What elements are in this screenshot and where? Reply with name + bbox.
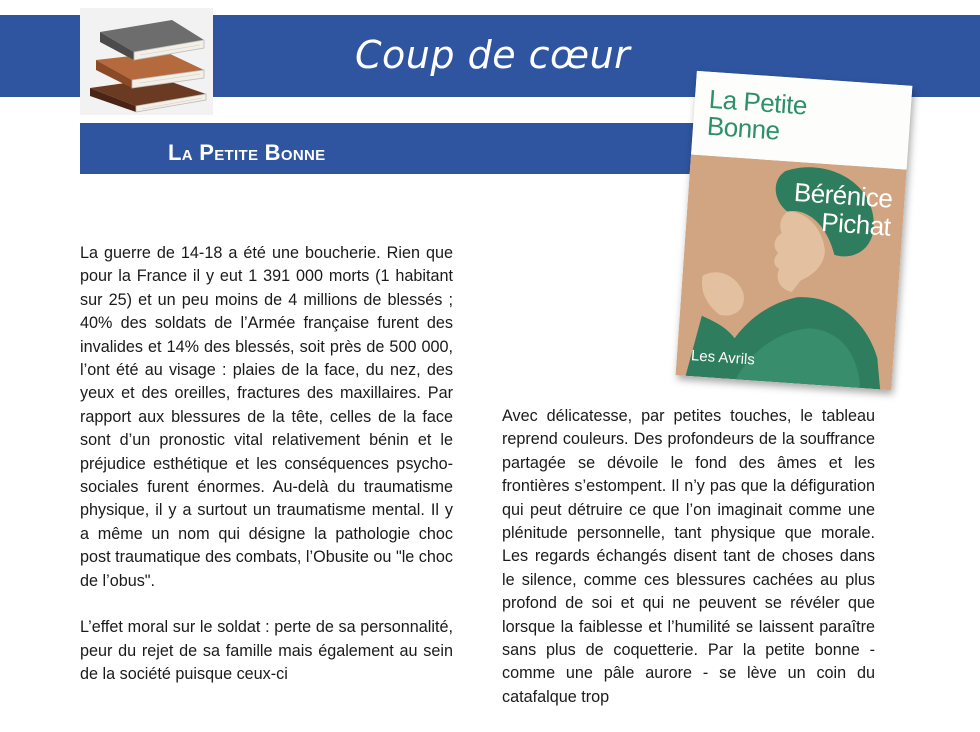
cover-publisher: Les Avrils — [690, 347, 756, 369]
left-column-text — [80, 242, 453, 709]
page-title: Coup de cœur — [355, 33, 631, 77]
paragraph: Avec délicatesse, par petites touches, le tableau reprend couleurs. Des profondeurs de la souffrance partagée se dévoile le fond des âmes et les frontières s’estompent. Il n’y pas que la défiguration qui peut détruire ce que l’on imaginait comme une plénitude personnelle, tant physique que morale. Les regards échangés disent tant de choses dans le silence, comme ces blessures cachées au plus profond de soi et qui ne peuvent se révéler que lorsque la faiblesse et l’humilité se laissent paraître sans plus de coquetterie. Par la petite bonne - comme une pâle aurore - se lève un coin du catafalque trop — [502, 407, 875, 706]
section-title: La Petite Bonne — [168, 140, 326, 165]
paragraph: La guerre de 14-18 a été une boucherie. Rien que pour la France il y eut 1 391 000 morts (1 habitant sur 25) et un peu moins de 4 millions de blessés ; 40% des soldats de l’Armée française furent des invalides et 14% des blessés, soit près de 500 000, l’ont été au visage : plaies de la face, du nez, des yeux et des oreilles, fractures des maxillaires. Par rapport aux blessures de la tête, celles de la face sont d’un pronostic vital relativement bénin et le préjudice esthétique et les conséquences psycho-sociales furent énormes. Au-delà du traumatisme physique, il y a surtout un traumatisme mental. Il y a même un nom qui désigne la pathologie choc post traumatique des combats, l’Obusite ou "le choc de l’obus". — [80, 244, 453, 590]
right-column-text — [502, 405, 875, 732]
book-cover — [676, 71, 913, 390]
stack-of-books-icon — [80, 8, 213, 115]
cover-author: Bérénice Pichat — [793, 176, 894, 242]
paragraph: L’effet moral sur le soldat : perte de sa personnalité, peur du rejet de sa famille mais également au sein de la société puisque ceux-ci — [80, 618, 453, 683]
cover-title: La Petite Bonne — [706, 83, 808, 146]
